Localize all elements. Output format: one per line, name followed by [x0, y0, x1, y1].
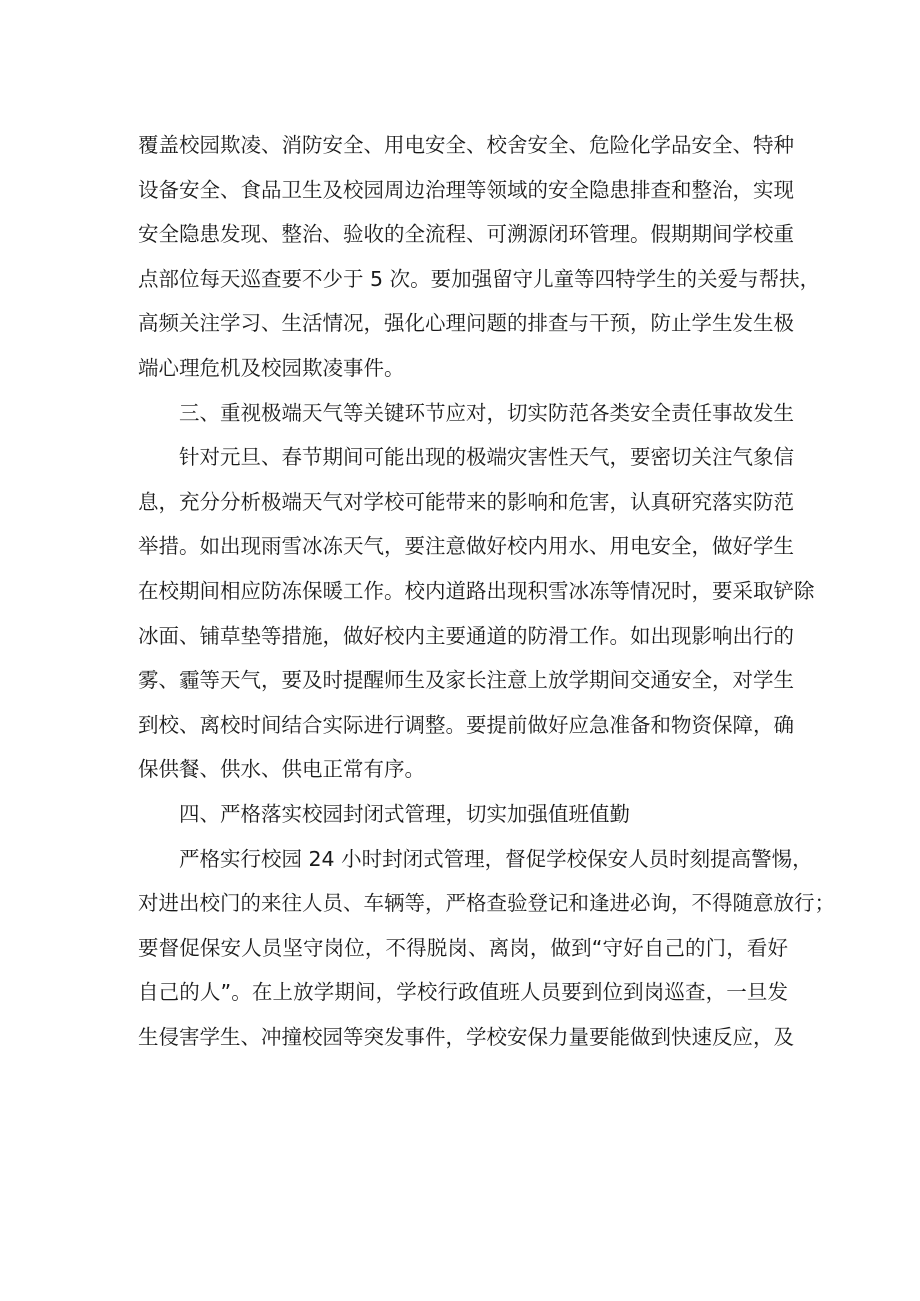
text-line: 对进出校门的来往人员、车辆等，严格查验登记和逢进必询，不得随意放行；	[138, 891, 835, 916]
text-line: 保供餐、供水、供电正常有序。	[138, 757, 425, 782]
text-line: 生侵害学生、冲撞校园等突发事件，学校安保力量要能做到快速反应，及	[138, 1024, 794, 1049]
text-line: 举措。如出现雨雪冰冻天气，要注意做好校内用水、用电安全，做好学生	[138, 534, 794, 559]
text-line: 自己的人”。在上放学期间，学校行政值班人员要到位到岗巡查，一旦发	[138, 980, 788, 1005]
paragraph-hazard-inspection	[138, 123, 821, 391]
text-line: 高频关注学习、生活情况，强化心理问题的排查与干预，防止学生发生极	[138, 311, 794, 336]
paragraph-extreme-weather	[138, 435, 815, 792]
text-line: 针对元旦、春节期间可能出现的极端灾害性天气，要密切关注气象信	[179, 445, 794, 470]
text-line: 覆盖校园欺凌、消防安全、用电安全、校舍安全、危险化学品安全、特种	[138, 133, 794, 157]
text-line: 端心理危机及校园欺凌事件。	[138, 355, 405, 380]
text-line: 严格实行校园 24 小时封闭式管理，督促学校保安人员时刻提高警惕，	[179, 846, 813, 871]
text-line: 雾、霾等天气，要及时提醒师生及家长注意上放学期间交通安全，对学生	[138, 668, 794, 693]
document-body	[138, 123, 835, 1059]
text-line: 到校、离校时间结合实际进行调整。要提前做好应急准备和物资保障，确	[138, 712, 794, 737]
text-line: 息，充分分析极端天气对学校可能带来的影响和危害，认真研究落实防范	[138, 489, 794, 514]
text-line: 安全隐患发现、整治、验收的全流程、可溯源闭环管理。假期期间学校重	[138, 222, 794, 247]
text-line: 点部位每天巡查要不少于 5 次。要加强留守儿童等四特学生的关爱与帮扶，	[138, 266, 821, 291]
section-heading-4: 四、严格落实校园封闭式管理，切实加强值班值勤	[179, 801, 630, 826]
text-line: 冰面、铺草垫等措施，做好校内主要通道的防滑工作。如出现影响出行的	[138, 623, 794, 648]
text-line: 要督促保安人员坚守岗位，不得脱岗、离岗，做到“守好自己的门，看好	[138, 935, 788, 960]
paragraph-closed-management	[138, 837, 835, 1060]
text-line: 在校期间相应防冻保暖工作。校内道路出现积雪冰冻等情况时，要采取铲除	[138, 578, 815, 603]
section-heading-3: 三、重视极端天气等关键环节应对，切实防范各类安全责任事故发生	[179, 400, 794, 425]
text-line: 设备安全、食品卫生及校园周边治理等领域的安全隐患排查和整治，实现	[138, 177, 794, 202]
